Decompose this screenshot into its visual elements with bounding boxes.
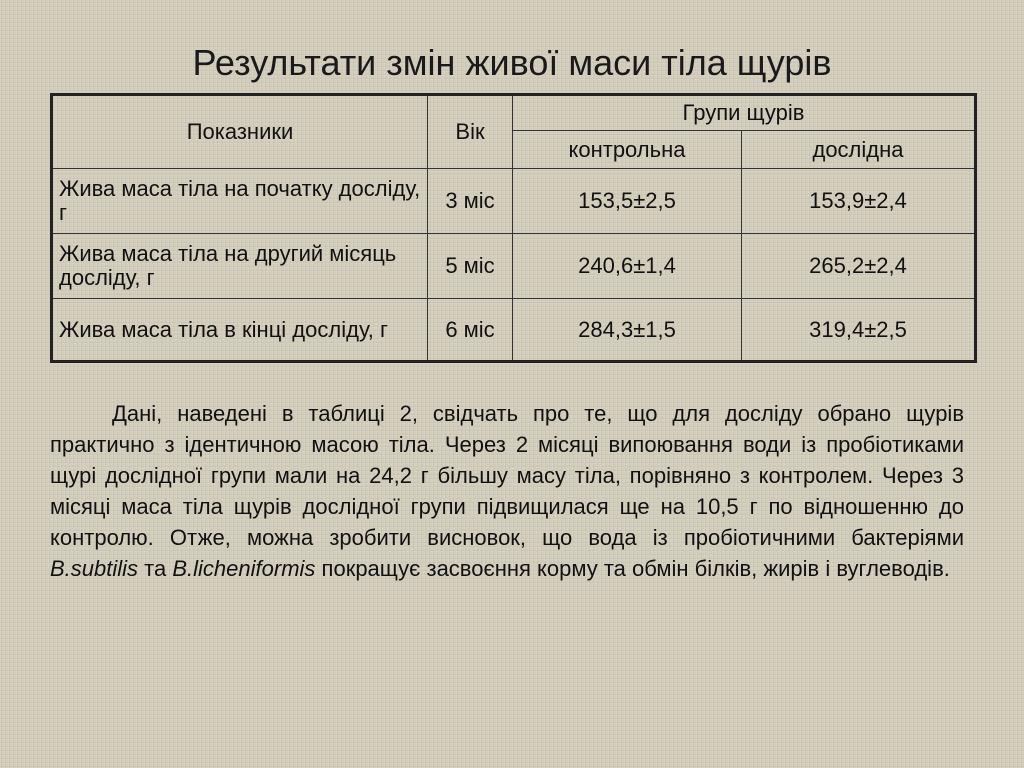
- paragraph-conjunction: та: [144, 556, 167, 581]
- results-table: [50, 93, 977, 363]
- paragraph-text-1: Дані, наведені в таблиці 2, свідчать про те, що для досліду обрано щурів практично з ідентичною масою тіла. Через 2 місяці випоювання води із пробіотиками щурі дослідної групи мали на 24,2 г більшу масу тіла, порівняно з контролем. Через 3 місяці маса тіла щурів дослідної групи підвищилася ще на 10,5 г по відношенню до контролю. Отже, можна зробити висновок, що вода із пробіотичними бактеріями: [50, 401, 964, 550]
- conclusion-paragraph: [50, 398, 964, 584]
- row-control: 153,5±2,5: [513, 169, 742, 234]
- header-indicators: Показники: [52, 95, 428, 169]
- row-label: Жива маса тіла на початку досліду, г: [52, 169, 428, 234]
- table-row: [52, 169, 976, 234]
- row-control: 284,3±1,5: [513, 299, 742, 362]
- row-control: 240,6±1,4: [513, 234, 742, 299]
- page-title: Результати змін живої маси тіла щурів: [192, 42, 832, 83]
- row-experimental: 265,2±2,4: [742, 234, 976, 299]
- header-groups: Групи щурів: [513, 95, 976, 131]
- species-b-licheniformis: B.licheniformis: [172, 556, 316, 581]
- species-b-subtilis: B.subtilis: [50, 556, 139, 581]
- row-age: 5 міс: [428, 234, 513, 299]
- row-age: 6 міс: [428, 299, 513, 362]
- row-label: Жива маса тіла в кінці досліду, г: [52, 299, 428, 362]
- paragraph-text-2: покращує засвоєння корму та обмін білків, жирів і вуглеводів.: [321, 556, 950, 581]
- row-experimental: 153,9±2,4: [742, 169, 976, 234]
- table-row: [52, 234, 976, 299]
- table-row: [52, 299, 976, 362]
- table-header-row: [52, 95, 976, 131]
- row-age: 3 міс: [428, 169, 513, 234]
- row-experimental: 319,4±2,5: [742, 299, 976, 362]
- header-age: Вік: [428, 95, 513, 169]
- header-experimental: дослідна: [742, 131, 976, 169]
- header-control: контрольна: [513, 131, 742, 169]
- row-label: Жива маса тіла на другий місяць досліду, г: [52, 234, 428, 299]
